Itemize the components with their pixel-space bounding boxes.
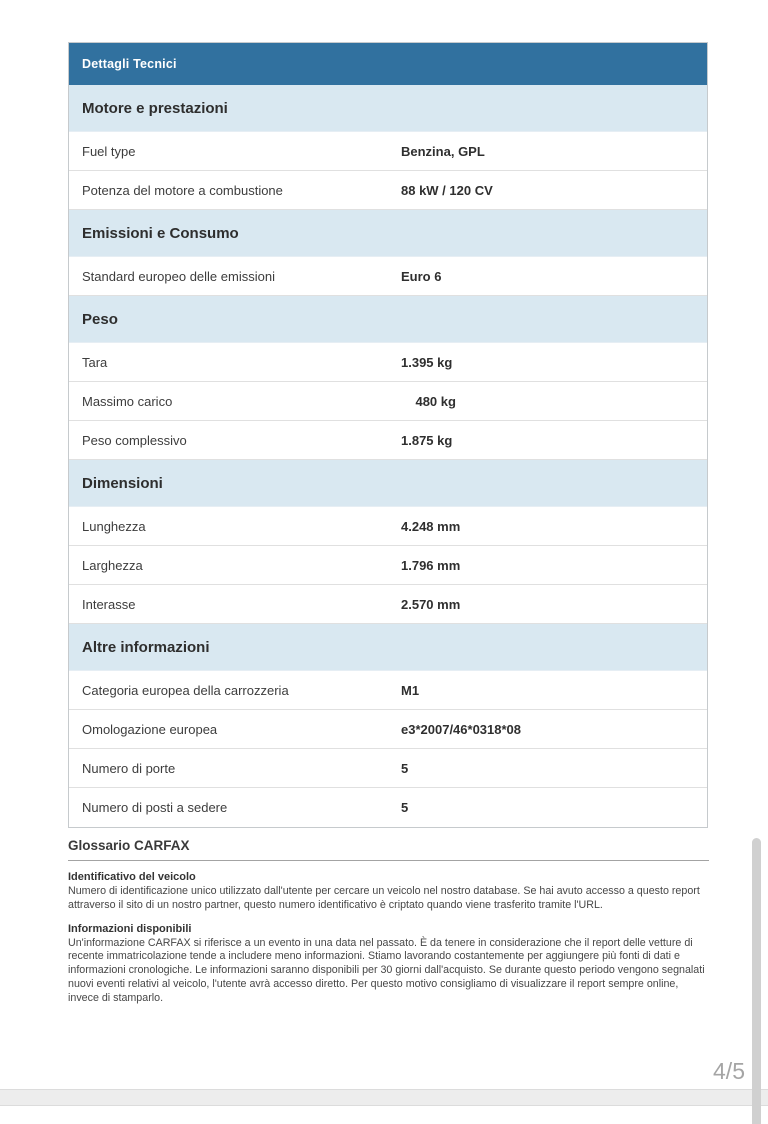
glossary-entry-body: Un'informazione CARFAX si riferisce a un evento in una data nel passato. È da tenere in considerazione che il report delle vetture di recente immatricolazione tende a includere meno informazioni. Stiamo lavorando costantemente per aggiungere più fonti di dati e informazioni cronologiche. Le informazioni saranno disponibili per 30 giorni dall'acquisto. Se durante questo periodo vengono segnalati nuovi eventi relativi al veicolo, l'utente avrà accesso diretto. Per questo motivo consigliamo di visualizzare il report sempre online, invece di stamparlo. [68,936,705,1004]
spec-row-standard-emissioni [69,257,707,296]
spec-row-categoria-carrozzeria [69,671,707,710]
card-header [69,43,707,85]
glossary-entry-body: Numero di identificazione unico utilizzato dall'utente per cercare un veicolo nel nostro database. Se hai avuto accesso a questo report attraverso il sito di un nostro partner, questo numero identificativo è criptato quando viene trasferito tramite l'URL. [68,885,700,911]
spec-row-numero-porte [69,749,707,788]
spec-row-massimo-carico [69,382,707,421]
section-header-dimensioni [69,460,707,507]
spec-label: Categoria europea della carrozzeria [82,682,289,698]
spec-row-lunghezza [69,507,707,546]
spec-value: 2.570 mm [401,596,461,612]
glossary-entry-informazioni [68,923,709,1006]
card-title: Dettagli Tecnici [82,57,177,71]
technical-details-card [68,42,708,828]
section-title: Motore e prestazioni [82,99,228,117]
spec-label: Numero di porte [82,760,176,776]
glossary-divider [68,860,709,861]
spec-value: 1.395 kg [401,354,453,370]
spec-row-numero-posti [69,788,707,827]
spec-value: 1.875 kg [401,432,453,448]
spec-row-peso-complessivo [69,421,707,460]
spec-label: Fuel type [82,143,136,159]
glossary-title: Glossario CARFAX [68,838,190,853]
spec-value: M1 [401,682,420,698]
scrollbar-thumb[interactable] [752,838,761,1124]
section-header-emissioni [69,210,707,257]
spec-row-potenza [69,171,707,210]
spec-label: Numero di posti a sedere [82,800,228,815]
page-separator [0,1089,768,1106]
section-title: Dimensioni [82,474,163,492]
section-header-motore [69,85,707,132]
spec-row-interasse [69,585,707,624]
spec-label: Massimo carico [82,393,173,409]
spec-value: 4.248 mm [401,518,461,534]
spec-value: 88 kW / 120 CV [401,182,493,198]
spec-value: 5 [401,800,409,815]
spec-row-omologazione [69,710,707,749]
glossary-entry-identificativo [68,871,709,913]
spec-row-larghezza [69,546,707,585]
section-title: Altre informazioni [82,638,210,656]
section-header-peso [69,296,707,343]
spec-label: Potenza del motore a combustione [82,182,283,198]
spec-value: 480 kg [401,393,456,409]
page-indicator: 4/5 [713,1058,745,1084]
spec-row-fuel-type [69,132,707,171]
spec-value: e3*2007/46*0318*08 [401,721,522,737]
section-header-altre-informazioni [69,624,707,671]
spec-label: Lunghezza [82,518,146,534]
spec-label: Larghezza [82,557,143,573]
spec-label: Omologazione europea [82,721,218,737]
glossary-section [68,838,709,1006]
spec-label: Interasse [82,596,136,612]
spec-value: 5 [401,760,409,776]
spec-label: Tara [82,354,108,370]
spec-row-tara [69,343,707,382]
glossary-entry-heading: Informazioni disponibili [68,922,192,935]
spec-label: Standard europeo delle emissioni [82,268,275,284]
spec-value: 1.796 mm [401,557,461,573]
section-title: Emissioni e Consumo [82,224,239,242]
spec-value: Euro 6 [401,268,442,284]
spec-label: Peso complessivo [82,432,187,448]
section-title: Peso [82,310,118,328]
spec-value: Benzina, GPL [401,143,485,159]
glossary-entry-heading: Identificativo del veicolo [68,871,196,883]
